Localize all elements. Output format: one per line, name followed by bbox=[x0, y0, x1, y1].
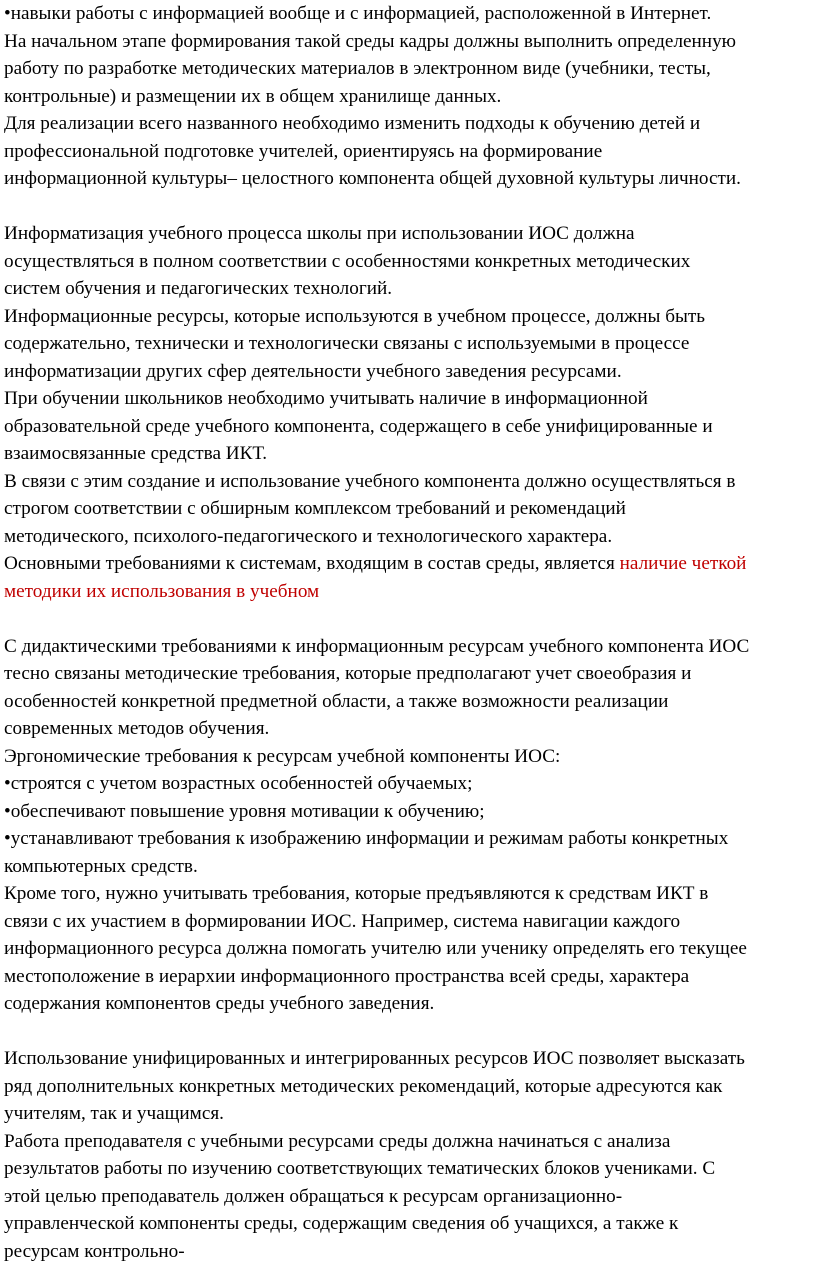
paragraph-gap bbox=[4, 1018, 812, 1046]
text-line: результатов работы по изучению соответствующих тематических блоков учениками. С bbox=[4, 1158, 716, 1179]
highlighted-text-line: методики их использования в учебном bbox=[4, 580, 320, 602]
list-item: •устанавливают требования к изображению информации и режимам работы конкретных bbox=[4, 828, 729, 849]
text-line: Работа преподавателя с учебными ресурсами среды должна начинаться с анализа bbox=[4, 1130, 671, 1152]
text-line: Информационные ресурсы, которые используются в учебном процессе, должны быть bbox=[4, 305, 706, 327]
text-line: ресурсам контрольно- bbox=[4, 1240, 185, 1262]
text-line: При обучении школьников необходимо учитывать наличие в информационной bbox=[4, 388, 648, 409]
text-line: контрольные) и размещении их в общем хранилище данных. bbox=[4, 85, 502, 107]
paragraph-informatization bbox=[4, 220, 812, 605]
text-line: содержания компонентов среды учебного заведения. bbox=[4, 993, 435, 1014]
text-line: взаимосвязанные средства ИКТ. bbox=[4, 443, 268, 464]
paragraph-usage bbox=[4, 1045, 812, 1265]
text-line: систем обучения и педагогических технологий. bbox=[4, 278, 393, 299]
text-line: строгом соответствии с обширным комплексом требований и рекомендаций bbox=[4, 498, 626, 519]
text-line: образовательной среде учебного компонента, содержащего в себе унифицированные и bbox=[4, 415, 713, 437]
text-line: тесно связаны методические требования, которые предполагают учет своеобразия и bbox=[4, 663, 692, 684]
text-line: ряд дополнительных конкретных методических рекомендаций, которые адресуются как bbox=[4, 1075, 723, 1097]
paragraph-intro bbox=[4, 0, 812, 193]
text-line: управленческой компоненты среды, содержащим сведения об учащихся, а также к bbox=[4, 1213, 679, 1234]
text-line: связи с их участием в формировании ИОС. Например, система навигации каждого bbox=[4, 910, 681, 932]
text-line: учителям, так и учащимся. bbox=[4, 1103, 224, 1124]
text-line: В связи с этим создание и использование учебного компонента должно осуществляться в bbox=[4, 470, 736, 492]
paragraph-gap bbox=[4, 193, 812, 221]
list-item: •обеспечивают повышение уровня мотивации к обучению; bbox=[4, 800, 485, 822]
text-line: информатизации других сфер деятельности учебного заведения ресурсами. bbox=[4, 360, 622, 382]
text-line: современных методов обучения. bbox=[4, 718, 270, 739]
text-line: Информатизация учебного процесса школы при использовании ИОС должна bbox=[4, 223, 635, 244]
text-line bbox=[4, 550, 812, 578]
text-line: осуществляться в полном соответствии с особенностями конкретных методических bbox=[4, 250, 691, 272]
text-line: •навыки работы с информацией вообще и с информацией, расположенной в Интернет. bbox=[4, 3, 712, 24]
text-line: профессиональной подготовке учителей, ориентируясь на формирование bbox=[4, 140, 603, 162]
list-item: •строятся с учетом возрастных особенностей обучаемых; bbox=[4, 773, 473, 794]
text-line: Для реализации всего названного необходимо изменить подходы к обучению детей и bbox=[4, 113, 701, 134]
highlighted-text: наличие четкой bbox=[619, 553, 747, 574]
text-line: Эргономические требования к ресурсам учебной компоненты ИОС: bbox=[4, 745, 561, 767]
paragraph-gap bbox=[4, 605, 812, 633]
text-line: информационной культуры– целостного компонента общей духовной культуры личности. bbox=[4, 168, 741, 189]
text-line: методического, психолого-педагогического и технологического характера. bbox=[4, 525, 613, 547]
text-line: Использование унифицированных и интегрированных ресурсов ИОС позволяет высказать bbox=[4, 1048, 745, 1069]
text-line: С дидактическими требованиями к информационным ресурсам учебного компонента ИОС bbox=[4, 635, 750, 657]
text-line: компьютерных средств. bbox=[4, 855, 198, 877]
text-line: Кроме того, нужно учитывать требования, которые предъявляются к средствам ИКТ в bbox=[4, 883, 709, 904]
text-line: местоположение в иерархии информационного пространства всей среды, характера bbox=[4, 965, 690, 987]
text-line: работу по разработке методических материалов в электронном виде (учебники, тесты, bbox=[4, 58, 711, 79]
text-fragment: Основными требованиями к системам, входящим в состав среды, является bbox=[4, 553, 620, 574]
text-line: содержательно, технически и технологически связаны с используемыми в процессе bbox=[4, 333, 690, 354]
text-line: информационного ресурса должна помогать учителю или ученику определять его текущее bbox=[4, 938, 747, 959]
text-line: На начальном этапе формирования такой среды кадры должны выполнить определенную bbox=[4, 30, 736, 52]
text-line: этой целью преподаватель должен обращаться к ресурсам организационно- bbox=[4, 1185, 623, 1207]
paragraph-requirements bbox=[4, 633, 812, 1018]
text-line: особенностей конкретной предметной области, а также возможности реализации bbox=[4, 690, 669, 712]
